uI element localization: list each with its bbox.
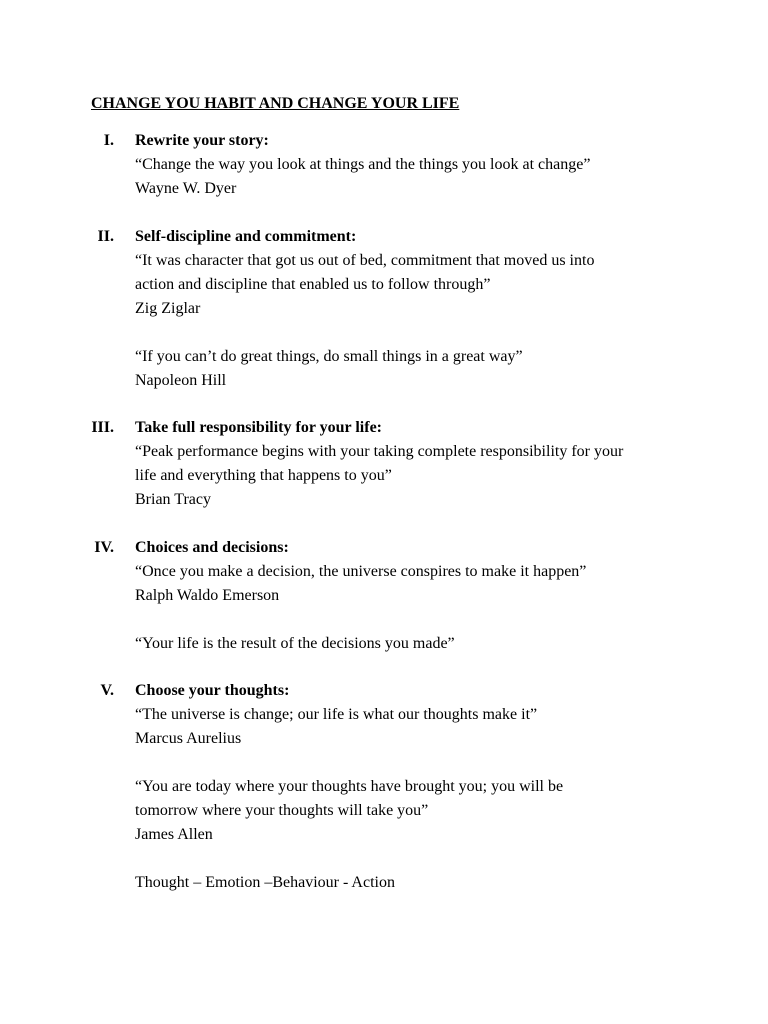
quote-author: Wayne W. Dyer — [135, 180, 237, 197]
section-numeral: V. — [100, 682, 114, 699]
quote-line: “Your life is the result of the decisions you made” — [135, 635, 455, 652]
quote-author: Brian Tracy — [135, 491, 211, 508]
section-content — [135, 536, 695, 656]
quote-line: life and everything that happens to you” — [135, 467, 392, 484]
quote-line: “Change the way you look at things and the things you look at change” — [135, 156, 591, 173]
quote-author: Marcus Aurelius — [135, 730, 242, 747]
quote-line: “Peak performance begins with your taking complete responsibility for your — [135, 443, 624, 460]
spacer — [135, 321, 695, 345]
spacer — [135, 847, 695, 871]
quote-author: Napoleon Hill — [135, 372, 227, 389]
spacer — [135, 751, 695, 775]
document-title: CHANGE YOU HABIT AND CHANGE YOUR LIFE — [91, 95, 460, 112]
section-numeral: IV. — [94, 539, 114, 556]
section-content — [135, 679, 695, 895]
section-numeral: III. — [91, 419, 114, 436]
quote-line: “The universe is change; our life is what our thoughts make it” — [135, 706, 538, 723]
quote-line: tomorrow where your thoughts will take you” — [135, 802, 429, 819]
spacer — [135, 608, 695, 632]
quote-line: “If you can’t do great things, do small things in a great way” — [135, 348, 523, 365]
section-numeral: I. — [103, 132, 114, 149]
section-heading: Rewrite your story: — [135, 132, 269, 149]
section-content — [135, 129, 695, 201]
quote-line: “You are today where your thoughts have brought you; you will be — [135, 778, 564, 795]
quote-author: James Allen — [135, 826, 213, 843]
footer-line: Thought – Emotion –Behaviour - Action — [135, 874, 395, 891]
section-heading: Take full responsibility for your life: — [135, 419, 382, 436]
section-heading: Choose your thoughts: — [135, 682, 290, 699]
section-heading: Self-discipline and commitment: — [135, 228, 357, 245]
section-content — [135, 416, 695, 512]
section-heading: Choices and decisions: — [135, 539, 289, 556]
quote-line: “Once you make a decision, the universe conspires to make it happen” — [135, 563, 587, 580]
section-numeral: II. — [97, 228, 114, 245]
quote-author: Ralph Waldo Emerson — [135, 587, 280, 604]
quote-author: Zig Ziglar — [135, 300, 201, 317]
quote-line: action and discipline that enabled us to follow through” — [135, 276, 491, 293]
section-content — [135, 225, 695, 393]
quote-line: “It was character that got us out of bed, commitment that moved us into — [135, 252, 595, 269]
